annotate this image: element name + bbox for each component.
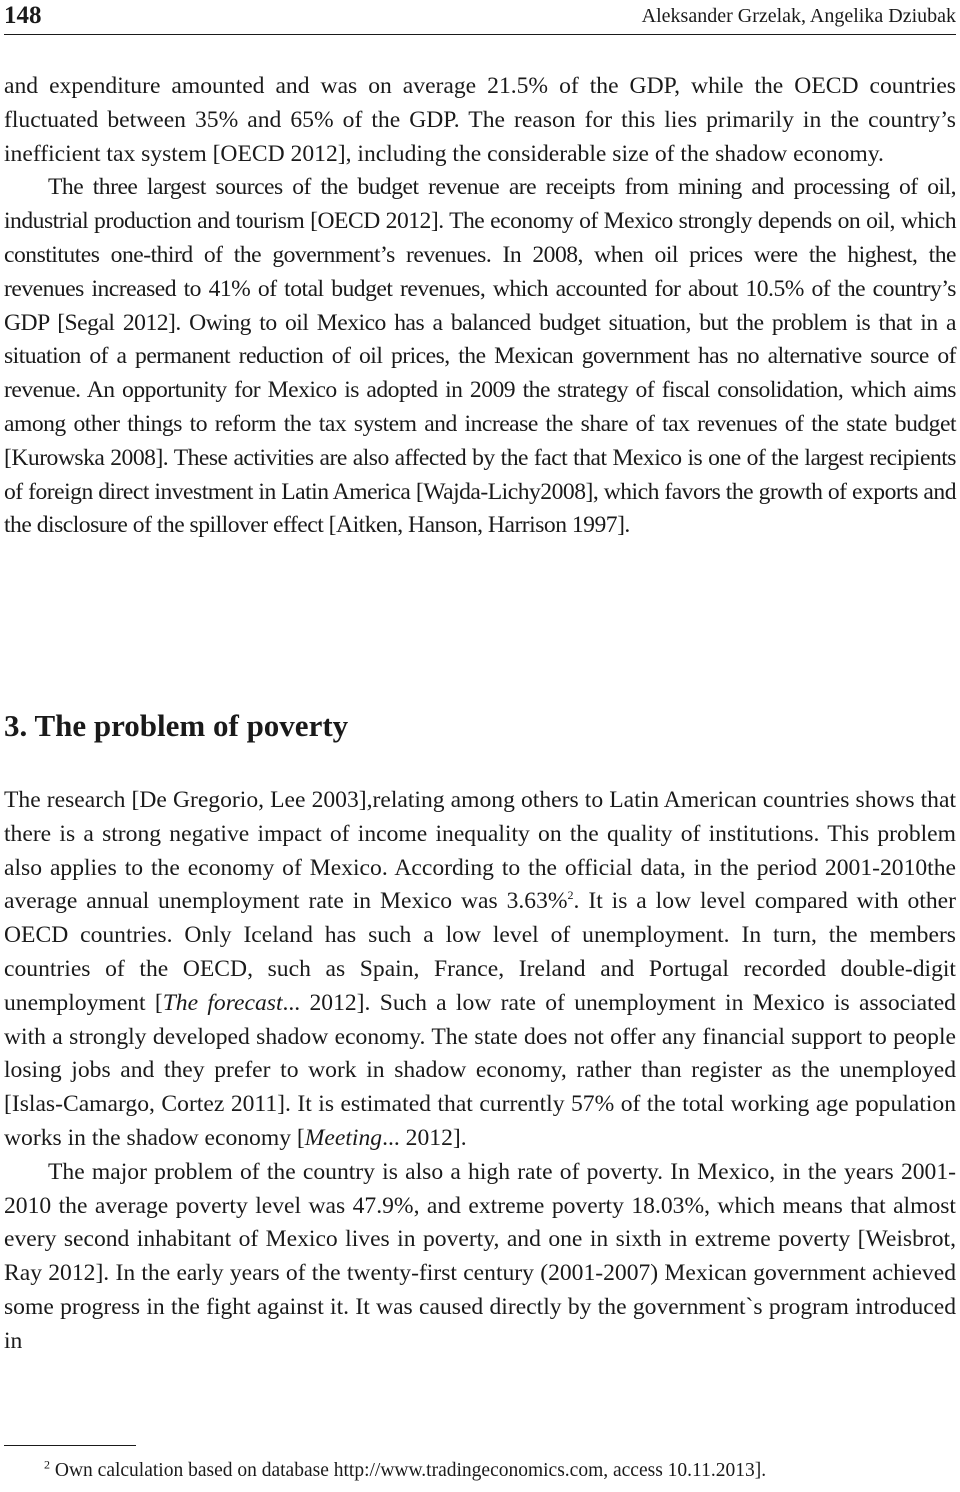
running-head-authors: Aleksander Grzelak, Angelika Dziubak xyxy=(641,5,956,27)
citation-title-forecast: The forecast xyxy=(162,989,283,1016)
citation-title-meeting: Meeting xyxy=(304,1124,383,1151)
page-number: 148 xyxy=(4,2,42,29)
paragraph-unemployment-part-4: ... 2012]. xyxy=(382,1124,467,1151)
paragraph-unemployment-part-3: ... 2012]. Such a low rate of unemployment in Mexico is associated with a strongly developed shadow economy. The state does not offer any financial support to people losing jobs and they prefer to work in shadow economy, rather than register as the unemployed [Islas-Camargo, Cortez 2011]. It is estimated that currently 57% of the total working age population works in the shadow economy [ xyxy=(4,989,956,1151)
section-2-body xyxy=(4,784,956,1359)
paragraph-budget-revenue: The three largest sources of the budget revenue are receipts from mining and processing of oil, industrial production and tourism [OECD 2012]. The economy of Mexico strongly depends on oil, which constitutes one-third of the government’s revenues. In 2008, when oil prices were the highest, the revenues increased to 41% of total budget revenues, which accounted for about 10.5% of the country’s GDP [Segal 2012]. Owing to oil Mexico has a balanced budget situation, but the problem is that in a situation of a permanent reduction of oil prices, the Mexican government has no alternative source of revenue. An opportunity for Mexico is adopted in 2009 the strategy of fiscal consolidation, which aims among other things to reform the tax system and increase the share of tax revenues of the state budget [Kurowska 2008]. These activities are also affected by the fact that Mexico is one of the largest recipients of foreign direct investment in Latin America [Wajda-Lichy2008], which favors the growth of exports and the disclosure of the spillover effect [Aitken, Hanson, Harrison 1997]. xyxy=(4,174,956,539)
page-header xyxy=(4,0,956,35)
footnote-marker: 2 xyxy=(44,1457,50,1472)
footnote-divider xyxy=(4,1445,136,1446)
section-heading: 3. The problem of poverty xyxy=(4,708,349,743)
paragraph-unemployment-part-2: . It is a low level compared with other OECD countries. Only Iceland has such a low level of unemployment. In turn, the members countries of the OECD, such as Spain, France, Ireland and Portugal recorded double-digit unemployment [ xyxy=(4,888,956,1016)
footnote xyxy=(44,1457,767,1482)
paragraph-continuation: and expenditure amounted and was on average 21.5% of the GDP, while the OECD countries fluctuated between 35% and 65% of the GDP. The reason for this lies primarily in the country’s inefficient tax system [OECD 2012], including the considerable size of the shadow economy. xyxy=(4,73,956,167)
section-1-body xyxy=(4,70,956,543)
paragraph-poverty: The major problem of the country is also a high rate of poverty. In Mexico, in the years 2001-2010 the average poverty level was 47.9%, and extreme poverty 18.03%, which means that almost every second inhabitant of Mexico lives in poverty, and one in sixth in extreme poverty [Weisbrot, Ray 2012]. In the early years of the twenty-first century (2001-2007) Mexican government achieved some progress in the fight against it. It was caused directly by the government`s program introduced in xyxy=(4,1158,956,1354)
footnote-text: Own calculation based on database http://www.tradingeconomics.com, access 10.11.2013]. xyxy=(50,1460,767,1481)
paragraph-unemployment xyxy=(4,784,956,1156)
footnote-reference[interactable]: 2 xyxy=(567,888,574,903)
paragraph-unemployment-part-1: The research [De Gregorio, Lee 2003],relating among others to Latin American countries shows that there is a strong negative impact of income inequality on the quality of institutions. This problem also applies to the economy of Mexico. According to the official data, in the period 2001-2010the average annual unemployment rate in Mexico was 3.63% xyxy=(4,787,956,915)
